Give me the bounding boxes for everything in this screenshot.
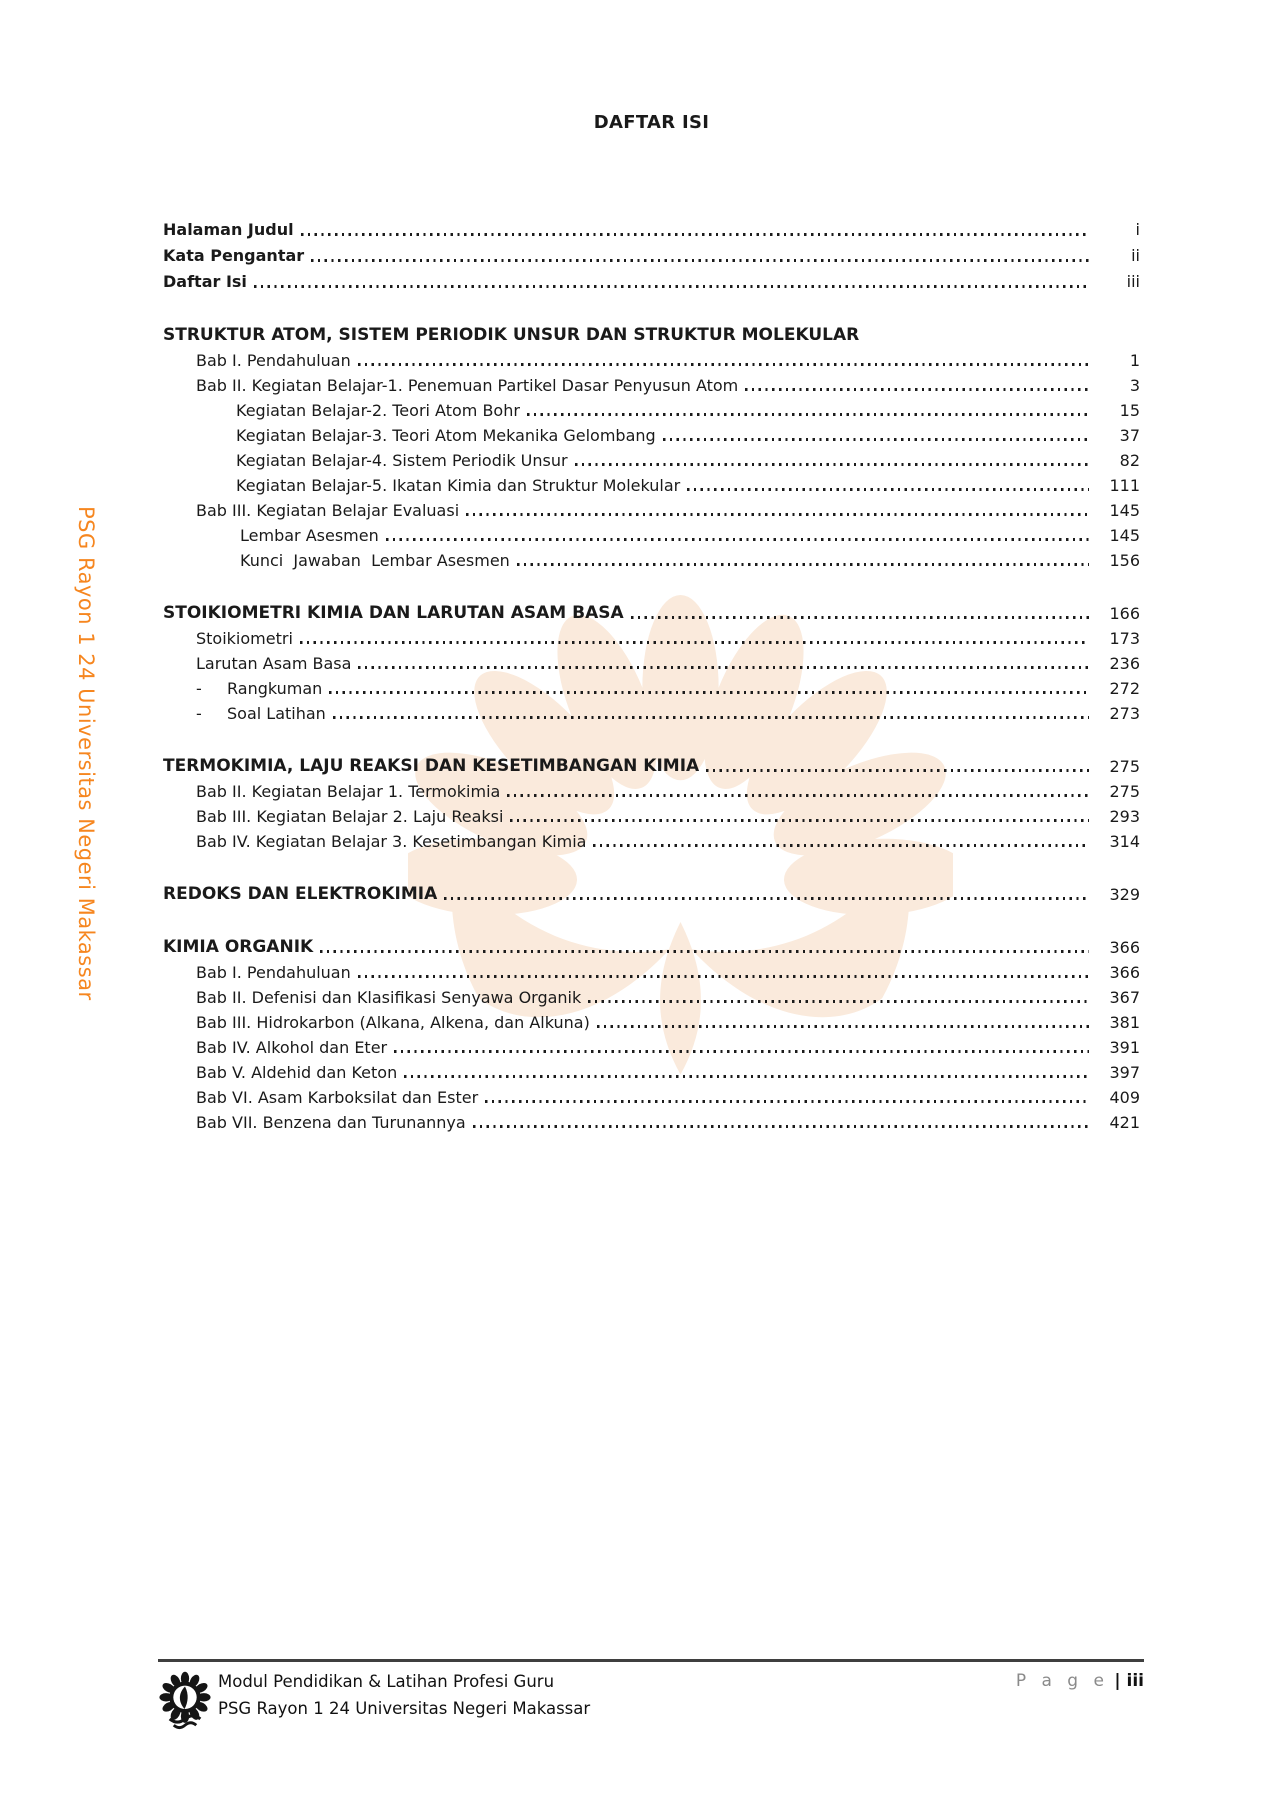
- dot-leader: [631, 616, 1089, 619]
- toc-entry-label: Bab II. Kegiatan Belajar 1. Termokimia: [196, 782, 501, 801]
- toc-entry-label: Kegiatan Belajar-2. Teori Atom Bohr: [236, 401, 520, 420]
- toc-row: [163, 1060, 1140, 1085]
- toc-section: [163, 754, 1140, 854]
- toc-entry-label: Bab I. Pendahuluan: [196, 963, 351, 982]
- toc-row: [163, 448, 1140, 473]
- toc-entry-page: 366: [1109, 938, 1140, 957]
- page-indicator-number: iii: [1126, 1671, 1144, 1691]
- toc-entry-label: Bab II. Defenisi dan Klasifikasi Senyawa Organik: [196, 988, 582, 1007]
- dot-leader: [358, 363, 1089, 366]
- toc-section-title: KIMIA ORGANIK: [163, 937, 314, 957]
- toc-row: [163, 473, 1140, 498]
- toc-section: [163, 882, 1140, 907]
- toc-row: [163, 217, 1140, 243]
- toc-entry-page: 272: [1109, 679, 1140, 698]
- dot-leader: [687, 488, 1089, 491]
- dot-leader: [358, 666, 1089, 669]
- toc-sections: [163, 323, 1140, 1135]
- toc-entry-label: Kegiatan Belajar-4. Sistem Periodik Unsur: [236, 451, 568, 470]
- toc-row: [163, 243, 1140, 269]
- toc-entry-label: Bab II. Kegiatan Belajar-1. Penemuan Partikel Dasar Penyusun Atom: [196, 376, 739, 395]
- toc-entry-label: Bab III. Hidrokarbon (Alkana, Alkena, dan Alkuna): [196, 1013, 590, 1032]
- dot-leader: [466, 513, 1089, 516]
- toc-row: [163, 960, 1140, 985]
- toc-entry-label: Rangkuman: [227, 679, 323, 698]
- toc-row: [163, 373, 1140, 398]
- dot-leader: [311, 259, 1089, 262]
- toc-entry-page: 166: [1109, 604, 1140, 623]
- toc-section-header-row: [163, 882, 1140, 907]
- toc-row: [163, 676, 1140, 701]
- toc-row: [163, 779, 1140, 804]
- toc-content: [163, 112, 1140, 1135]
- toc-section-header-row: [163, 601, 1140, 626]
- unm-emblem-icon: [158, 1668, 212, 1732]
- toc-entry-page: 397: [1109, 1063, 1140, 1082]
- toc-entry-page: 275: [1109, 757, 1140, 776]
- toc-entry-page: ii: [1131, 246, 1140, 265]
- toc-section-title: STRUKTUR ATOM, SISTEM PERIODIK UNSUR DAN STRUKTUR MOLEKULAR: [163, 325, 860, 345]
- toc-section: [163, 935, 1140, 1135]
- toc-row: [163, 1035, 1140, 1060]
- toc-entry-label: Stoikiometri: [196, 629, 293, 648]
- toc-entry-label: Kunci Jawaban Lembar Asesmen: [240, 551, 510, 570]
- toc-row: [163, 423, 1140, 448]
- toc-section-header-row: [163, 323, 1140, 348]
- toc-entry-label: Larutan Asam Basa: [196, 654, 352, 673]
- front-matter: [163, 217, 1140, 295]
- page-indicator-separator: |: [1114, 1671, 1121, 1691]
- toc-row: [163, 398, 1140, 423]
- dot-leader: [593, 844, 1089, 847]
- toc-row: [163, 269, 1140, 295]
- toc-entry-page: 145: [1109, 501, 1140, 520]
- toc-entry-page: 421: [1109, 1113, 1140, 1132]
- footer-module-title: Modul Pendidikan & Latihan Profesi Guru: [218, 1672, 555, 1691]
- dot-leader: [507, 794, 1089, 797]
- toc-section-title: STOIKIOMETRI KIMIA DAN LARUTAN ASAM BASA: [163, 603, 624, 623]
- toc-entry-page: 37: [1119, 426, 1140, 445]
- dot-leader: [745, 388, 1089, 391]
- toc-entry-page: 1: [1129, 351, 1140, 370]
- toc-row: [163, 498, 1140, 523]
- toc-entry-label: Kata Pengantar: [163, 246, 305, 265]
- toc-section-header-row: [163, 754, 1140, 779]
- dot-leader: [301, 233, 1089, 236]
- toc-entry-page: iii: [1126, 272, 1140, 291]
- footer-org-lines: [218, 1668, 590, 1722]
- toc-row: [163, 1085, 1140, 1110]
- toc-row: [163, 651, 1140, 676]
- toc-section: [163, 601, 1140, 726]
- dash-bullet: -: [196, 704, 202, 723]
- toc-entry-label: Kegiatan Belajar-3. Teori Atom Mekanika Gelombang: [236, 426, 656, 445]
- dot-leader: [404, 1075, 1089, 1078]
- toc-row: [163, 348, 1140, 373]
- toc-row: [163, 985, 1140, 1010]
- toc-entry-page: 173: [1109, 629, 1140, 648]
- toc-entry-page: 367: [1109, 988, 1140, 1007]
- toc-entry-page: 366: [1109, 963, 1140, 982]
- toc-entry-label: Bab VII. Benzena dan Turunannya: [196, 1113, 466, 1132]
- toc-section-title: TERMOKIMIA, LAJU REAKSI DAN KESETIMBANGAN KIMIA: [163, 756, 700, 776]
- toc-entry-page: 409: [1109, 1088, 1140, 1107]
- dot-leader: [329, 691, 1089, 694]
- dot-leader: [575, 463, 1089, 466]
- dot-leader: [473, 1125, 1089, 1128]
- dot-leader: [358, 975, 1089, 978]
- dot-leader: [663, 438, 1089, 441]
- dot-leader: [517, 563, 1089, 566]
- toc-row: [163, 523, 1140, 548]
- toc-entry-page: 156: [1109, 551, 1140, 570]
- toc-row: [163, 548, 1140, 573]
- toc-entry-page: 314: [1109, 832, 1140, 851]
- toc-row: [163, 701, 1140, 726]
- toc-entry-page: 3: [1129, 376, 1140, 395]
- side-watermark-text: PSG Rayon 1 24 Universitas Negeri Makassar: [74, 506, 98, 1001]
- toc-entry-label: Bab I. Pendahuluan: [196, 351, 351, 370]
- toc-entry-page: 82: [1119, 451, 1140, 470]
- dot-leader: [510, 819, 1089, 822]
- toc-entry-label: Bab III. Kegiatan Belajar Evaluasi: [196, 501, 460, 520]
- toc-entry-label: Halaman Judul: [163, 220, 294, 239]
- toc-entry-page: 236: [1109, 654, 1140, 673]
- page-indicator: [1016, 1668, 1144, 1695]
- toc-row: [163, 804, 1140, 829]
- toc-entry-label: Soal Latihan: [227, 704, 326, 723]
- toc-entry-page: 381: [1109, 1013, 1140, 1032]
- toc-entry-page: 391: [1109, 1038, 1140, 1057]
- dot-leader: [300, 641, 1089, 644]
- toc-entry-page: i: [1135, 220, 1140, 239]
- dot-leader: [254, 285, 1089, 288]
- dot-leader: [386, 538, 1089, 541]
- toc-row: [163, 1110, 1140, 1135]
- toc-entry-page: 15: [1119, 401, 1140, 420]
- toc-entry-page: 145: [1109, 526, 1140, 545]
- dot-leader: [444, 897, 1089, 900]
- toc-row: [163, 829, 1140, 854]
- toc-entry-page: 275: [1109, 782, 1140, 801]
- dash-bullet: -: [196, 679, 202, 698]
- toc-row: [163, 626, 1140, 651]
- toc-entry-page: 293: [1109, 807, 1140, 826]
- toc-section-header-row: [163, 935, 1140, 960]
- toc-entry-label: Bab IV. Alkohol dan Eter: [196, 1038, 388, 1057]
- dot-leader: [706, 769, 1089, 772]
- toc-entry-label: Kegiatan Belajar-5. Ikatan Kimia dan Struktur Molekular: [236, 476, 681, 495]
- footer-org-name: PSG Rayon 1 24 Universitas Negeri Makassar: [218, 1699, 591, 1718]
- footer: [158, 1659, 1144, 1732]
- dot-leader: [394, 1050, 1089, 1053]
- toc-section-title: REDOKS DAN ELEKTROKIMIA: [163, 884, 438, 904]
- toc-entry-label: Bab V. Aldehid dan Keton: [196, 1063, 398, 1082]
- dot-leader: [527, 413, 1089, 416]
- page-title: DAFTAR ISI: [593, 112, 710, 133]
- dot-leader: [320, 950, 1089, 953]
- toc-entry-label: Lembar Asesmen: [240, 526, 379, 545]
- dot-leader: [485, 1100, 1089, 1103]
- toc-entry-page: 273: [1109, 704, 1140, 723]
- dot-leader: [588, 1000, 1089, 1003]
- page-indicator-label: P a g e: [1015, 1671, 1109, 1691]
- toc-section: [163, 323, 1140, 573]
- toc-row: [163, 1010, 1140, 1035]
- dot-leader: [333, 716, 1089, 719]
- toc-entry-page: 329: [1109, 885, 1140, 904]
- toc-entry-label: Bab IV. Kegiatan Belajar 3. Kesetimbangan Kimia: [196, 832, 587, 851]
- dot-leader: [597, 1025, 1089, 1028]
- toc-entry-label: Daftar Isi: [163, 272, 247, 291]
- toc-entry-label: Bab III. Kegiatan Belajar 2. Laju Reaksi: [196, 807, 504, 826]
- toc-entry-page: 111: [1109, 476, 1140, 495]
- toc-entry-label: Bab VI. Asam Karboksilat dan Ester: [196, 1088, 479, 1107]
